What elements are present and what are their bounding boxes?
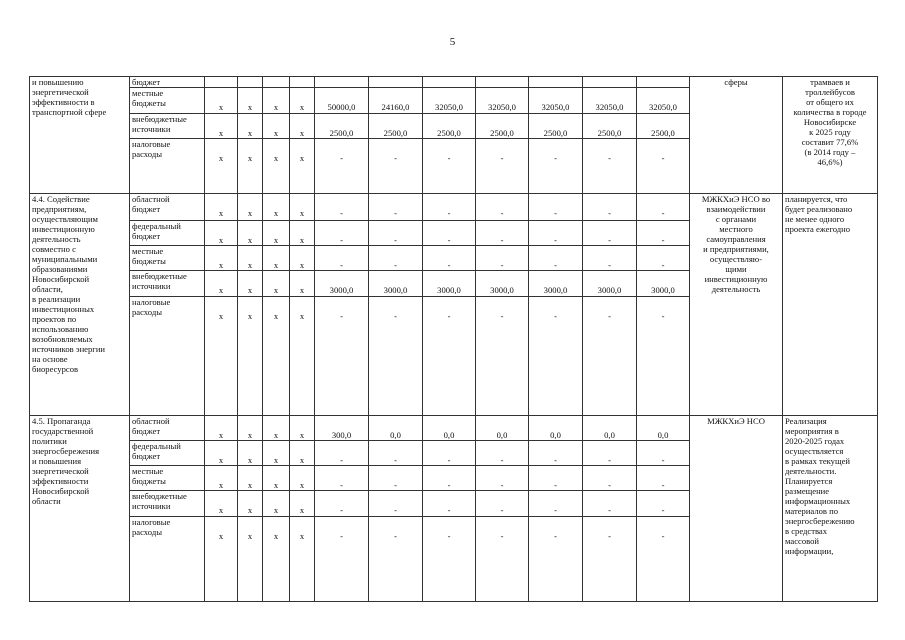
value-cell: - bbox=[637, 194, 690, 221]
value-cell: - bbox=[637, 246, 690, 271]
program-table bbox=[29, 76, 878, 602]
funding-source bbox=[130, 271, 205, 297]
x-cell: x bbox=[290, 139, 315, 194]
value-cell bbox=[637, 77, 690, 88]
activity-title-text: и повышению энергетической эффективности в транспортной сфере bbox=[32, 77, 107, 117]
x-cell: x bbox=[238, 114, 263, 139]
value-cell bbox=[369, 77, 423, 88]
value-cell: 0,0 bbox=[476, 416, 529, 441]
value-cell: - bbox=[369, 139, 423, 194]
value-cell: - bbox=[315, 441, 369, 466]
funding-source bbox=[130, 246, 205, 271]
x-cell: x bbox=[290, 221, 315, 246]
value-cell: 0,0 bbox=[637, 416, 690, 441]
funding-source-text: внебюджетные источники bbox=[132, 491, 187, 511]
x-cell: x bbox=[205, 88, 238, 114]
funding-source bbox=[130, 88, 205, 114]
x-cell: x bbox=[205, 441, 238, 466]
value-cell: 3000,0 bbox=[315, 271, 369, 297]
x-cell: x bbox=[205, 517, 238, 602]
x-cell: x bbox=[205, 194, 238, 221]
x-cell: x bbox=[290, 271, 315, 297]
value-cell: - bbox=[583, 491, 637, 517]
value-cell: - bbox=[637, 297, 690, 416]
funding-source bbox=[130, 139, 205, 194]
value-cell: - bbox=[529, 246, 583, 271]
x-cell: x bbox=[238, 139, 263, 194]
value-cell: 3000,0 bbox=[423, 271, 476, 297]
funding-source bbox=[130, 194, 205, 221]
x-cell: x bbox=[238, 466, 263, 491]
x-cell: x bbox=[290, 88, 315, 114]
value-cell: 32050,0 bbox=[476, 88, 529, 114]
value-cell: - bbox=[583, 466, 637, 491]
executor-text: сферы bbox=[724, 77, 748, 87]
x-cell: x bbox=[263, 416, 290, 441]
executor-text: МЖКХиЭ НСО bbox=[707, 416, 765, 426]
value-cell: 2500,0 bbox=[315, 114, 369, 139]
value-cell: 3000,0 bbox=[529, 271, 583, 297]
funding-source-text: внебюджетные источники bbox=[132, 114, 187, 134]
x-cell: x bbox=[290, 517, 315, 602]
funding-source-text: областной бюджет bbox=[132, 194, 170, 214]
value-cell: - bbox=[369, 221, 423, 246]
value-cell: - bbox=[637, 221, 690, 246]
funding-source bbox=[130, 517, 205, 602]
x-cell: x bbox=[238, 221, 263, 246]
value-cell: - bbox=[583, 139, 637, 194]
expected-result-text: Реализация мероприятия в 2020-2025 годах осуществляется в рамках текущей деятельности. Планируется размещение информационных материалов по энергосбережению в средствах массовой информации, bbox=[785, 416, 855, 556]
activity-title-text: 4.5. Пропаганда государственной политики энергосбережения и повышения энергетической эффективности Новосибирской области bbox=[32, 416, 100, 506]
funding-source-text: налоговые расходы bbox=[132, 139, 171, 159]
funding-source-text: налоговые расходы bbox=[132, 297, 171, 317]
x-cell bbox=[238, 77, 263, 88]
x-cell: x bbox=[263, 271, 290, 297]
executor bbox=[690, 416, 783, 602]
table-row bbox=[30, 77, 878, 88]
value-cell: - bbox=[423, 194, 476, 221]
value-cell: - bbox=[529, 139, 583, 194]
value-cell: - bbox=[369, 466, 423, 491]
value-cell: - bbox=[369, 194, 423, 221]
x-cell: x bbox=[205, 297, 238, 416]
value-cell: - bbox=[529, 297, 583, 416]
x-cell: x bbox=[205, 246, 238, 271]
value-cell: 0,0 bbox=[423, 416, 476, 441]
value-cell: 32050,0 bbox=[423, 88, 476, 114]
value-cell: - bbox=[637, 441, 690, 466]
x-cell: x bbox=[238, 491, 263, 517]
funding-source-text: местные бюджеты bbox=[132, 88, 166, 108]
value-cell: 32050,0 bbox=[583, 88, 637, 114]
value-cell: - bbox=[423, 297, 476, 416]
value-cell: 32050,0 bbox=[637, 88, 690, 114]
x-cell: x bbox=[263, 491, 290, 517]
x-cell: x bbox=[263, 139, 290, 194]
value-cell bbox=[476, 77, 529, 88]
value-cell: - bbox=[476, 466, 529, 491]
value-cell: - bbox=[476, 297, 529, 416]
value-cell: - bbox=[529, 221, 583, 246]
value-cell: - bbox=[369, 517, 423, 602]
funding-source bbox=[130, 466, 205, 491]
x-cell: x bbox=[263, 88, 290, 114]
value-cell: - bbox=[476, 194, 529, 221]
expected-result bbox=[783, 77, 878, 194]
value-cell: - bbox=[476, 517, 529, 602]
value-cell: 2500,0 bbox=[529, 114, 583, 139]
value-cell: - bbox=[369, 246, 423, 271]
value-cell: - bbox=[369, 441, 423, 466]
x-cell: x bbox=[263, 441, 290, 466]
value-cell: - bbox=[637, 139, 690, 194]
x-cell: x bbox=[205, 139, 238, 194]
value-cell: - bbox=[423, 441, 476, 466]
value-cell: - bbox=[369, 297, 423, 416]
table-body bbox=[30, 77, 878, 602]
value-cell: - bbox=[423, 139, 476, 194]
x-cell: x bbox=[238, 194, 263, 221]
executor-text: МЖКХиЭ НСО во взаимодействии с органами местного самоуправления и предприятиями, осуществляю- щими инвестиционную деятельность bbox=[701, 194, 771, 294]
x-cell: x bbox=[290, 297, 315, 416]
value-cell: 24160,0 bbox=[369, 88, 423, 114]
funding-source-text: местные бюджеты bbox=[132, 466, 166, 486]
activity-title bbox=[30, 194, 130, 416]
x-cell: x bbox=[290, 416, 315, 441]
value-cell: - bbox=[315, 139, 369, 194]
funding-source bbox=[130, 491, 205, 517]
x-cell bbox=[290, 77, 315, 88]
value-cell: 0,0 bbox=[583, 416, 637, 441]
value-cell: - bbox=[423, 221, 476, 246]
value-cell: - bbox=[423, 517, 476, 602]
value-cell: - bbox=[315, 517, 369, 602]
x-cell: x bbox=[238, 246, 263, 271]
x-cell: x bbox=[290, 491, 315, 517]
value-cell: - bbox=[637, 491, 690, 517]
value-cell: 2500,0 bbox=[423, 114, 476, 139]
value-cell: 0,0 bbox=[369, 416, 423, 441]
x-cell: x bbox=[205, 416, 238, 441]
x-cell bbox=[205, 77, 238, 88]
x-cell: x bbox=[238, 441, 263, 466]
value-cell: 3000,0 bbox=[583, 271, 637, 297]
x-cell: x bbox=[290, 246, 315, 271]
value-cell: 2500,0 bbox=[476, 114, 529, 139]
x-cell: x bbox=[238, 271, 263, 297]
expected-result-text: трамваев и троллейбусов от общего их количества в городе Новосибирске к 2025 году составит 77,6% (в 2014 году – 46,6%) bbox=[793, 77, 867, 167]
funding-source-text: внебюджетные источники bbox=[132, 271, 187, 291]
x-cell: x bbox=[263, 466, 290, 491]
value-cell: - bbox=[476, 139, 529, 194]
x-cell: x bbox=[238, 88, 263, 114]
x-cell: x bbox=[263, 221, 290, 246]
funding-source-text: федеральный бюджет bbox=[132, 221, 181, 241]
value-cell: - bbox=[315, 194, 369, 221]
value-cell: - bbox=[637, 517, 690, 602]
value-cell: - bbox=[583, 441, 637, 466]
funding-source bbox=[130, 114, 205, 139]
x-cell: x bbox=[238, 517, 263, 602]
value-cell: - bbox=[369, 491, 423, 517]
value-cell bbox=[529, 77, 583, 88]
page-number: 5 bbox=[449, 36, 456, 48]
funding-source bbox=[130, 297, 205, 416]
value-cell: 32050,0 bbox=[529, 88, 583, 114]
x-cell: x bbox=[290, 466, 315, 491]
value-cell: - bbox=[529, 466, 583, 491]
value-cell: - bbox=[315, 466, 369, 491]
x-cell: x bbox=[290, 441, 315, 466]
value-cell: 50000,0 bbox=[315, 88, 369, 114]
value-cell: - bbox=[315, 491, 369, 517]
funding-source bbox=[130, 77, 205, 88]
x-cell bbox=[263, 77, 290, 88]
value-cell: - bbox=[476, 221, 529, 246]
value-cell: - bbox=[529, 491, 583, 517]
funding-source-text: областной бюджет bbox=[132, 416, 170, 436]
x-cell: x bbox=[290, 114, 315, 139]
value-cell: - bbox=[583, 517, 637, 602]
value-cell bbox=[583, 77, 637, 88]
value-cell: - bbox=[529, 441, 583, 466]
funding-source bbox=[130, 416, 205, 441]
x-cell: x bbox=[205, 114, 238, 139]
funding-source-text: федеральный бюджет bbox=[132, 441, 181, 461]
value-cell: - bbox=[423, 491, 476, 517]
activity-title bbox=[30, 77, 130, 194]
value-cell: 2500,0 bbox=[637, 114, 690, 139]
x-cell: x bbox=[205, 491, 238, 517]
expected-result bbox=[783, 194, 878, 416]
value-cell: - bbox=[315, 297, 369, 416]
value-cell: - bbox=[476, 246, 529, 271]
value-cell: 3000,0 bbox=[637, 271, 690, 297]
value-cell: - bbox=[583, 221, 637, 246]
value-cell: - bbox=[529, 194, 583, 221]
value-cell: - bbox=[583, 297, 637, 416]
funding-source bbox=[130, 441, 205, 466]
value-cell: - bbox=[476, 491, 529, 517]
value-cell: - bbox=[583, 246, 637, 271]
expected-result-text: планируется, что будет реализовано не менее одного проекта ежегодно bbox=[785, 194, 853, 234]
x-cell: x bbox=[238, 297, 263, 416]
x-cell: x bbox=[263, 246, 290, 271]
x-cell: x bbox=[205, 221, 238, 246]
value-cell: - bbox=[637, 466, 690, 491]
value-cell: 2500,0 bbox=[583, 114, 637, 139]
x-cell: x bbox=[263, 194, 290, 221]
value-cell: - bbox=[476, 441, 529, 466]
value-cell: 0,0 bbox=[529, 416, 583, 441]
table-row bbox=[30, 416, 878, 441]
x-cell: x bbox=[290, 194, 315, 221]
value-cell: 2500,0 bbox=[369, 114, 423, 139]
x-cell: x bbox=[263, 297, 290, 416]
funding-source-text: местные бюджеты bbox=[132, 246, 166, 266]
funding-source-text: налоговые расходы bbox=[132, 517, 171, 537]
activity-title-text: 4.4. Содействие предприятиям, осуществляющим инвестиционную деятельность совместно с муниципальными образованиями Новосибирской области, в реализации инвестиционных проектов по использованию возобновляемых источников энергии на основе биоресурсов bbox=[32, 194, 106, 374]
value-cell: - bbox=[529, 517, 583, 602]
value-cell: - bbox=[315, 221, 369, 246]
funding-source bbox=[130, 221, 205, 246]
value-cell: 3000,0 bbox=[476, 271, 529, 297]
x-cell: x bbox=[205, 466, 238, 491]
value-cell bbox=[423, 77, 476, 88]
value-cell bbox=[315, 77, 369, 88]
value-cell: - bbox=[583, 194, 637, 221]
x-cell: x bbox=[263, 114, 290, 139]
x-cell: x bbox=[238, 416, 263, 441]
activity-title bbox=[30, 416, 130, 602]
value-cell: - bbox=[423, 246, 476, 271]
value-cell: 300,0 bbox=[315, 416, 369, 441]
x-cell: x bbox=[205, 271, 238, 297]
executor bbox=[690, 77, 783, 194]
funding-source-text: бюджет bbox=[132, 77, 161, 87]
value-cell: - bbox=[315, 246, 369, 271]
x-cell: x bbox=[263, 517, 290, 602]
table-row bbox=[30, 194, 878, 221]
value-cell: - bbox=[423, 466, 476, 491]
expected-result bbox=[783, 416, 878, 602]
executor bbox=[690, 194, 783, 416]
value-cell: 3000,0 bbox=[369, 271, 423, 297]
